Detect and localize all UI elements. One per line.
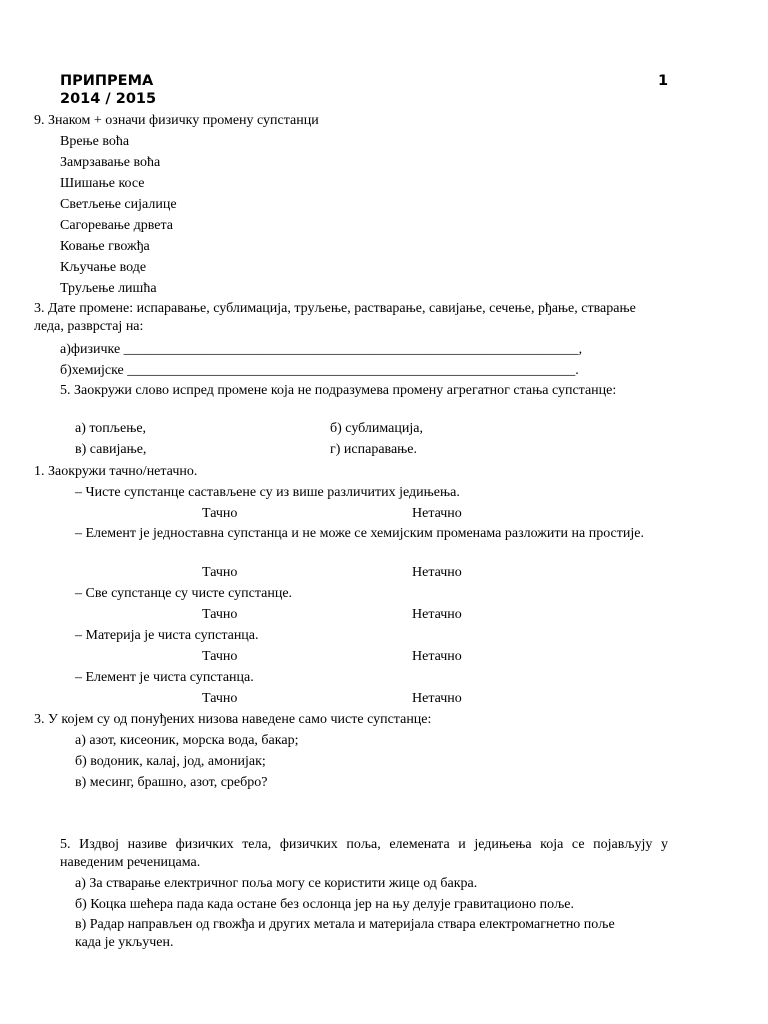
option-v: в) месинг, брашно, азот, сребро? bbox=[75, 775, 268, 790]
question-5b-prompt: 5. Издвој називе физичких тела, физичких поља, елемената и једињења која се појављују у наведеним реченицама. bbox=[60, 837, 668, 870]
false-label: Нетачно bbox=[412, 565, 462, 580]
true-label: Тачно bbox=[202, 649, 238, 664]
school-year: 2014 / 2015 bbox=[60, 91, 157, 107]
statement: – Чисте супстанце састављене су из више различитих једињења. bbox=[75, 485, 460, 500]
page-number: 1 bbox=[658, 73, 669, 89]
question-9-prompt: 9. Знаком + означи физичку промену супстанци bbox=[34, 113, 319, 128]
question-5-prompt: 5. Заокружи слово испред промене која не подразумева промену агрегатног стања супстанце: bbox=[60, 383, 617, 398]
option-b: б) сублимација, bbox=[330, 421, 423, 436]
list-item: Труљење лишћа bbox=[60, 281, 157, 296]
statement: – Елемент је једноставна супстанца и не може се хемијским променама разложити на простије. bbox=[75, 526, 644, 541]
chemical-changes-line: б)хемијске ________________________________________________________________. bbox=[60, 363, 579, 378]
list-item: Ковање гвожђа bbox=[60, 239, 150, 254]
statement: – Материја је чиста супстанца. bbox=[75, 628, 259, 643]
list-item: Замрзавање воћа bbox=[60, 155, 161, 170]
false-label: Нетачно bbox=[412, 691, 462, 706]
statement: – Елемент је чиста супстанца. bbox=[75, 670, 254, 685]
list-item: Светљење сијалице bbox=[60, 197, 177, 212]
false-label: Нетачно bbox=[412, 649, 462, 664]
option-a: а) топљење, bbox=[75, 421, 147, 436]
option-g: г) испаравање. bbox=[330, 442, 418, 457]
sentence-a: а) За стварање електричног поља могу се користити жице од бакра. bbox=[75, 876, 478, 891]
true-label: Тачно bbox=[202, 506, 238, 521]
false-label: Нетачно bbox=[412, 607, 462, 622]
list-item: Шишање косе bbox=[60, 176, 145, 191]
true-label: Тачно bbox=[202, 691, 238, 706]
question-3b-prompt: 3. У којем су од понуђених низова наведене само чисте супстанце: bbox=[34, 712, 432, 727]
true-label: Тачно bbox=[202, 607, 238, 622]
option-b: б) водоник, калај, јод, амонијак; bbox=[75, 754, 266, 769]
sentence-b: б) Коцка шећера пада када остане без ослонца јер на њу делује гравитационо поље. bbox=[75, 897, 574, 912]
list-item: Кључање воде bbox=[60, 260, 147, 275]
false-label: Нетачно bbox=[412, 506, 462, 521]
physical-changes-line: а)физичке _________________________________________________________________, bbox=[60, 342, 583, 357]
sentence-v: в) Радар направљен од гвожђа и других метала и материјала ствара електромагнетно поље када је укључен. bbox=[75, 917, 615, 950]
question-1-prompt: 1. Заокружи тачно/нетачно. bbox=[34, 464, 198, 479]
statement: – Све супстанце су чисте супстанце. bbox=[75, 586, 293, 601]
list-item: Врење воћа bbox=[60, 134, 130, 149]
option-a: а) азот, кисеоник, морска вода, бакар; bbox=[75, 733, 299, 748]
list-item: Сагоревање дрвета bbox=[60, 218, 174, 233]
option-v: в) савијање, bbox=[75, 442, 147, 457]
true-label: Тачно bbox=[202, 565, 238, 580]
question-3-prompt: 3. Дате промене: испаравање, сублимација, труљење, растварање, савијање, сечење, рђање, стварање леда, разврстај на: bbox=[34, 301, 636, 334]
page-title: ПРИПРЕМА bbox=[60, 73, 154, 89]
